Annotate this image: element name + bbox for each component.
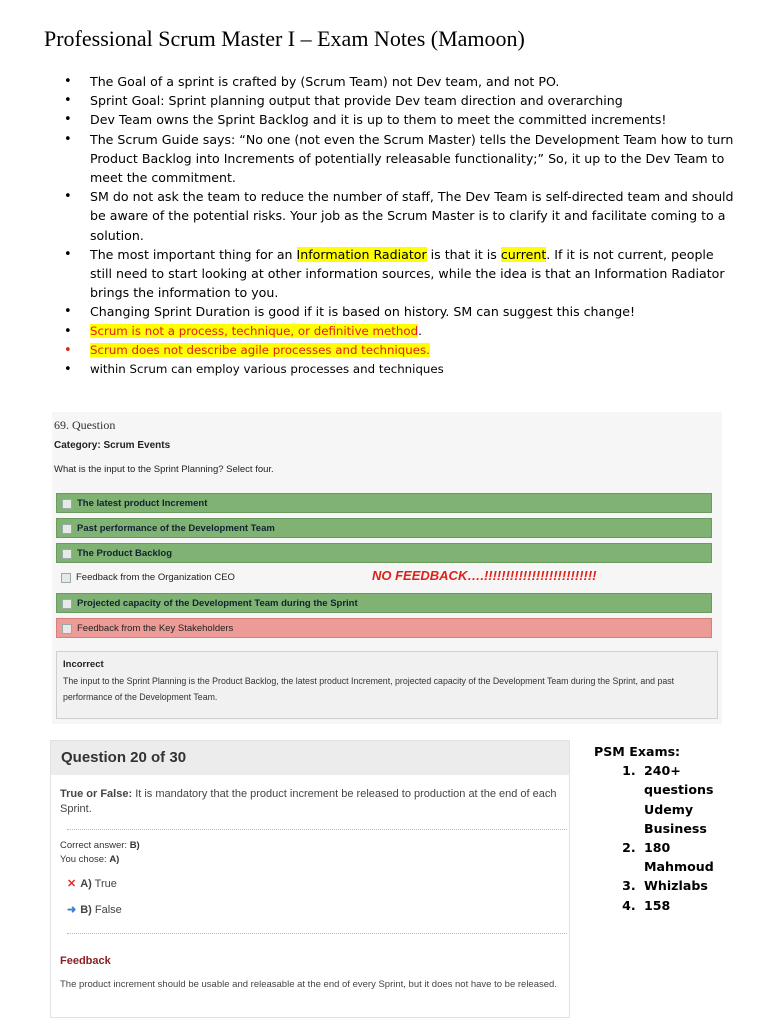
list-item: • Dev Team owns the Sprint Backlog and it is up to them to meet the committed increments!	[64, 110, 734, 129]
feedback-text: The product increment should be usable and releasable at the end of every Sprint, but it does not have to be released.	[60, 979, 557, 990]
checkbox-icon	[62, 499, 72, 509]
list-item: • Changing Sprint Duration is good if it is based on history. SM can suggest this change!	[64, 302, 734, 321]
checkbox-icon	[62, 624, 72, 634]
list-item: • The Scrum Guide says: “No one (not even the Scrum Master) tells the Development Team how to turn Product Backlog into Increments of potentially releasable functionality;” So, it up to the Dev Team to meet the commitment.	[64, 130, 734, 188]
result-panel	[56, 651, 718, 719]
checkbox-icon	[62, 599, 72, 609]
question-20-screenshot	[50, 740, 570, 1018]
choice-a[interactable]: ✕ A) True	[67, 878, 117, 890]
correct-answer: Correct answer: B)	[60, 840, 140, 851]
question-text: What is the input to the Sprint Planning? Select four.	[54, 464, 274, 475]
answer-option[interactable]: The Product Backlog	[56, 543, 712, 563]
checkbox-icon	[61, 573, 71, 583]
answer-option[interactable]: Feedback from the Organization CEO	[56, 568, 712, 588]
arrow-right-icon: ➜	[67, 904, 77, 916]
list-item: • within Scrum can employ various processes and techniques	[64, 360, 734, 379]
choice-b[interactable]: ➜ B) False	[67, 904, 122, 916]
list-item	[64, 341, 734, 360]
list-item: 1. 240+ questions Udemy Business	[640, 761, 714, 838]
answer-option[interactable]: The latest product Increment	[56, 493, 712, 513]
list-item: • The Goal of a sprint is crafted by (Scrum Team) not Dev team, and not PO.	[64, 72, 734, 91]
chosen-answer: You chose: A)	[60, 854, 120, 865]
checkbox-icon	[62, 549, 72, 559]
psm-exams	[594, 742, 714, 915]
highlighted-note: Scrum does not describe agile processes and techniques.	[90, 342, 430, 357]
question-category: Category: Scrum Events	[54, 440, 171, 451]
result-title: Incorrect	[63, 659, 104, 670]
divider	[67, 933, 567, 934]
list-item: • Scrum is not a process, technique, or definitive method.	[64, 322, 734, 341]
annotation-no-feedback: NO FEEDBACK….!!!!!!!!!!!!!!!!!!!!!!!!!!	[372, 568, 597, 583]
answer-option[interactable]: Feedback from the Key Stakeholders	[56, 618, 712, 638]
notes-list	[64, 72, 734, 379]
wrong-x-icon: ✕	[67, 878, 77, 890]
psm-list	[594, 761, 714, 915]
psm-title: PSM Exams:	[594, 744, 681, 759]
checkbox-icon	[62, 524, 72, 534]
list-item: • The most important thing for an Information Radiator is that it is current. If it is not current, people still need to start looking at other information sources, while the idea is that an Information Radiator brings the information to you.	[64, 245, 734, 303]
list-item: • SM do not ask the team to reduce the number of staff, The Dev Team is self-directed team and should be aware of the potential risks. Your job as the Scrum Master is to clarify it and facilitate coming to a solution.	[64, 187, 734, 245]
result-text: The input to the Sprint Planning is the Product Backlog, the latest product Increment, projected capacity of the Development Team during the Sprint, and past performance of the Development Team.	[63, 676, 675, 702]
page-title: Professional Scrum Master I – Exam Notes (Mamoon)	[44, 26, 525, 51]
answer-option[interactable]: Past performance of the Development Team	[56, 518, 712, 538]
highlighted-note: Scrum is not a process, technique, or definitive method	[90, 323, 419, 338]
answer-option[interactable]: Projected capacity of the Development Team during the Sprint	[56, 593, 712, 613]
question-header: Question 20 of 30	[51, 741, 569, 775]
list-item: 4. 158	[640, 896, 714, 915]
highlight-information-radiator: Information Radiator	[296, 246, 427, 262]
list-item: 2. 180 Mahmoud	[640, 838, 714, 876]
list-item: • Sprint Goal: Sprint planning output that provide Dev team direction and overarching	[64, 91, 734, 110]
list-item: 3. Whizlabs	[640, 876, 714, 895]
divider	[67, 829, 567, 830]
feedback-title: Feedback	[60, 955, 111, 967]
question-statement: True or False: It is mandatory that the product increment be released to production at the end of each Sprint.	[60, 788, 557, 815]
question-number: 69. Question	[54, 418, 116, 432]
question-69-screenshot	[52, 412, 722, 724]
highlight-current: current	[500, 246, 547, 262]
